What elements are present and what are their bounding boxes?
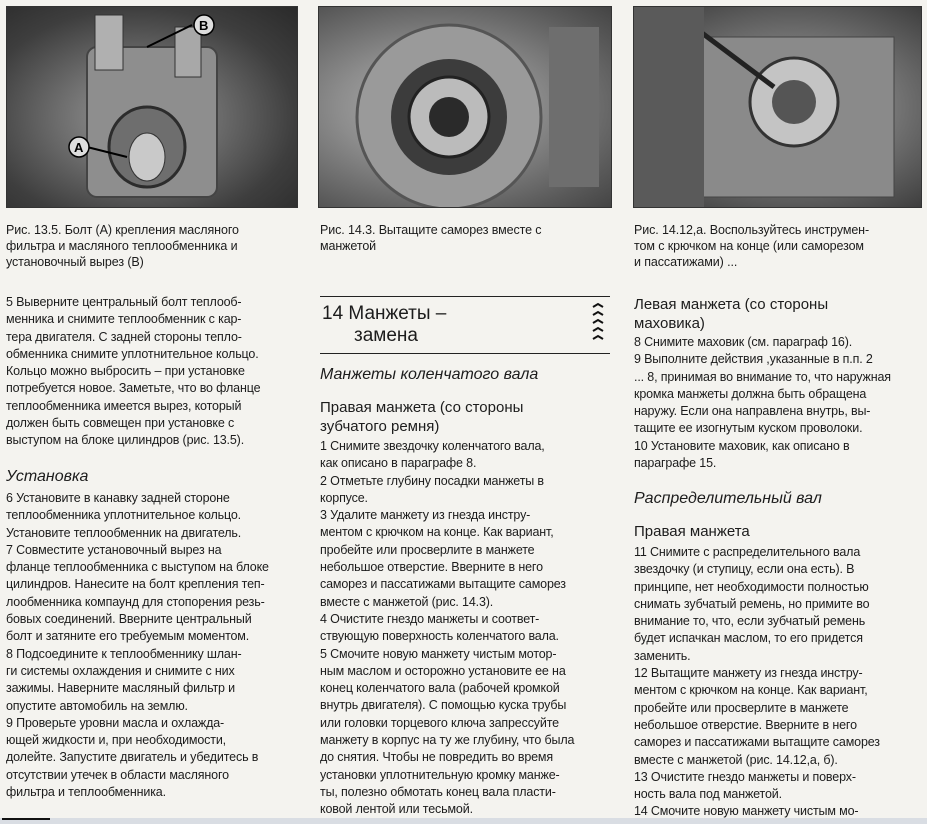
text-line: 8 Снимите маховик (см. параграф 16). (634, 335, 853, 349)
text-line: 10 Установите маховик, как описано в (634, 438, 850, 453)
label-a: A (74, 140, 84, 155)
text-line: 4 Очистите гнездо манжеты и соответ- (320, 611, 540, 626)
text-line: Кольцо можно выбросить – при установке (6, 364, 245, 379)
text-line: ты, полезно обмотать конец вала пласти- (320, 784, 556, 799)
text-line: 9 Проверьте уровни масла и охлажда- (6, 715, 225, 730)
text-line: 9 Выполните действия ,указанные в п.п. 2 (634, 352, 873, 367)
text-line: зажимы. Наверните масляный фильтр и (6, 681, 236, 696)
text-line: небольшое отверстие. Вверните в него (320, 560, 543, 575)
text-line: будет испачкан маслом, то его придется (634, 631, 863, 646)
wrench-icon (590, 301, 606, 347)
text-line: наружу. Если она направлена внутрь, вы- (634, 404, 871, 419)
text-line: вместе с манжетой (рис. 14.12,а, б). (634, 752, 838, 767)
text-line: ментом с крючком на конце. Как вариант, (634, 683, 868, 698)
text-line: теплообменника имеется вырез, который (6, 398, 242, 413)
section-title-line1: Манжеты – (348, 303, 447, 324)
text-line: снимать зубчатый ремень, но примите во (634, 596, 870, 611)
subheading-right-seal (320, 398, 612, 436)
caption-line: манжетой (320, 239, 377, 253)
col3-paras-1 (634, 334, 922, 472)
text-line: пробейте или просверлите в манжете (634, 700, 849, 715)
text-line: тера двигателя. С задней стороны тепло- (6, 329, 242, 344)
text-line: вместе с манжетой (рис. 14.3). (320, 594, 494, 609)
text-line: или головки торцевого ключа запрессуйте (320, 715, 559, 730)
text-line: бовых соединений. Вверните центральный (6, 612, 252, 627)
col1-para-5 (6, 294, 302, 450)
text-line: ствующую поверхность коленчатого вала. (320, 629, 559, 644)
section-header (320, 296, 610, 354)
section-number: 14 (322, 303, 344, 324)
text-line: корпусе. (320, 490, 368, 505)
caption-line: фильтра и масляного теплообменника и (6, 239, 238, 253)
text-line: лообменника компаунд для стопорения резь- (6, 594, 265, 609)
subheading-line: маховика) (634, 315, 705, 332)
subheading-line: Левая манжета (со стороны (634, 296, 829, 313)
page-bottom-rule (2, 818, 50, 820)
caption-line: Рис. 13.5. Болт (А) крепления масляного (6, 223, 239, 237)
text-line: долейте. Запустите двигатель и убедитесь в (6, 750, 259, 765)
subheading-line: Правая манжета (со стороны (320, 399, 524, 416)
photo-seal-drawing (319, 7, 611, 207)
text-line: цилиндров. Нанесите на болт крепления теп- (6, 577, 265, 592)
text-line: теплообменника уплотнительное кольцо. (6, 508, 241, 523)
caption-fig-14-12a (634, 222, 924, 270)
text-line: внимание то, что, если зубчатый ремень (634, 614, 866, 629)
text-line: заменить. (634, 648, 691, 663)
caption-line: том с крючком на конце (или саморезом (634, 239, 864, 253)
text-line: звездочку (и ступицу, если она есть). В (634, 562, 855, 577)
text-line: опустите автомобиль на землю. (6, 698, 188, 713)
text-line: обменника снимите уплотнительное кольцо. (6, 346, 259, 361)
text-line: ... 8, принимая во внимание то, что наружная (634, 369, 891, 384)
text-line: 14 Смочите новую манжету чистым мо- (634, 804, 859, 819)
text-line: небольшое отверстие. Вверните в него (634, 717, 857, 732)
text-line: 13 Очистите гнездо манжеты и поверх- (634, 769, 856, 784)
text-line: болт и затяните его требуемым моментом. (6, 629, 250, 644)
text-line: до снятия. Чтобы не повредить во время (320, 750, 553, 765)
text-line: потребуется новое. Заметьте, что во фланце (6, 381, 261, 396)
heading-crankshaft-seals: Манжеты коленчатого вала (320, 366, 539, 383)
text-line: саморез и пассатижами вытащите саморез (634, 735, 880, 750)
text-line: выступом на блоке цилиндров (рис. 13.5). (6, 433, 245, 448)
text-line: ность вала под манжетой. (634, 787, 782, 802)
text-line: ги системы охлаждения и снимите с них (6, 663, 235, 678)
text-line: 1 Снимите звездочку коленчатого вала, (320, 439, 545, 453)
text-line: ментом с крючком на конце. Как вариант, (320, 525, 554, 540)
text-line: принципе, нет необходимости полностью (634, 579, 869, 594)
text-line: ющей жидкости и, при необходимости, (6, 733, 227, 748)
text-line: 11 Снимите с распределительного вала (634, 545, 861, 559)
text-line: кромка манжеты должна быть обращена (634, 386, 867, 401)
subheading-left-seal (634, 295, 924, 333)
col3-paras-2 (634, 544, 922, 821)
text-line: саморез и пассатижами вытащите саморез (320, 577, 566, 592)
text-line: манжету в корпус на ту же глубину, что была (320, 733, 575, 748)
photo-camshaft-drawing (634, 7, 921, 207)
text-line: внутрь двигателя). С помощью куска трубы (320, 698, 567, 713)
subheading-right-seal-cam: Правая манжета (634, 523, 750, 540)
caption-fig-14-3 (320, 222, 612, 254)
heading-installation: Установка (6, 468, 89, 485)
subheading-line: зубчатого ремня) (320, 418, 440, 435)
text-line: 8 Подсоедините к теплообменнику шлан- (6, 646, 242, 661)
caption-line: и пассатижами) ... (634, 255, 738, 269)
text-line: 5 Смочите новую манжету чистым мотор- (320, 646, 557, 661)
text-line: фильтра и теплообменника. (6, 785, 166, 800)
text-line: тащите ее изогнутым куском проволоки. (634, 421, 863, 436)
text-line: параграфе 15. (634, 456, 717, 471)
text-line: должен быть совмещен при установке с (6, 416, 235, 431)
caption-line: Рис. 14.12,а. Воспользуйтесь инструмен- (634, 223, 870, 237)
heading-camshaft: Распределительный вал (634, 490, 822, 507)
text-line: ным маслом и осторожно установите ее на (320, 663, 566, 678)
text-line: фланце теплообменника с выступом на блоке (6, 560, 269, 575)
text-line: Установите теплообменник на двигатель. (6, 525, 242, 540)
text-line: отсутствии утечек в области масляного (6, 767, 229, 782)
section-title-line2: замена (354, 325, 418, 346)
label-b: B (199, 18, 209, 33)
photo-crankshaft-seal (318, 6, 612, 208)
text-line: конец коленчатого вала (рабочей кромкой (320, 681, 560, 696)
text-line: 7 Совместите установочный вырез на (6, 542, 222, 557)
text-line: 3 Удалите манжету из гнезда инстру- (320, 508, 531, 523)
caption-fig-13-5 (6, 222, 301, 270)
page-bottom-strip (0, 818, 927, 824)
text-line: менника и снимите теплообменник с кар- (6, 312, 242, 327)
text-line: 5 Выверните центральный болт теплооб- (6, 295, 242, 309)
text-line: как описано в параграфе 8. (320, 456, 477, 471)
col1-paras-6-9 (6, 490, 302, 801)
photo-camshaft-seal (633, 6, 922, 208)
text-line: 12 Вытащите манжету из гнезда инстру- (634, 666, 863, 681)
text-line: 6 Установите в канавку задней стороне (6, 491, 230, 505)
text-line: установки уплотнительную кромку манже- (320, 767, 560, 782)
section-title (322, 303, 446, 347)
photo-oil-cooler (6, 6, 298, 208)
col2-paras (320, 438, 612, 819)
caption-line: Рис. 14.3. Вытащите саморез вместе с (320, 223, 542, 237)
text-line: 2 Отметьте глубину посадки манжеты в (320, 473, 544, 488)
photo-oil-cooler-drawing (7, 7, 297, 207)
text-line: ковой лентой или тесьмой. (320, 802, 473, 817)
caption-line: установочный вырез (В) (6, 255, 144, 269)
text-line: пробейте или просверлите в манжете (320, 542, 535, 557)
